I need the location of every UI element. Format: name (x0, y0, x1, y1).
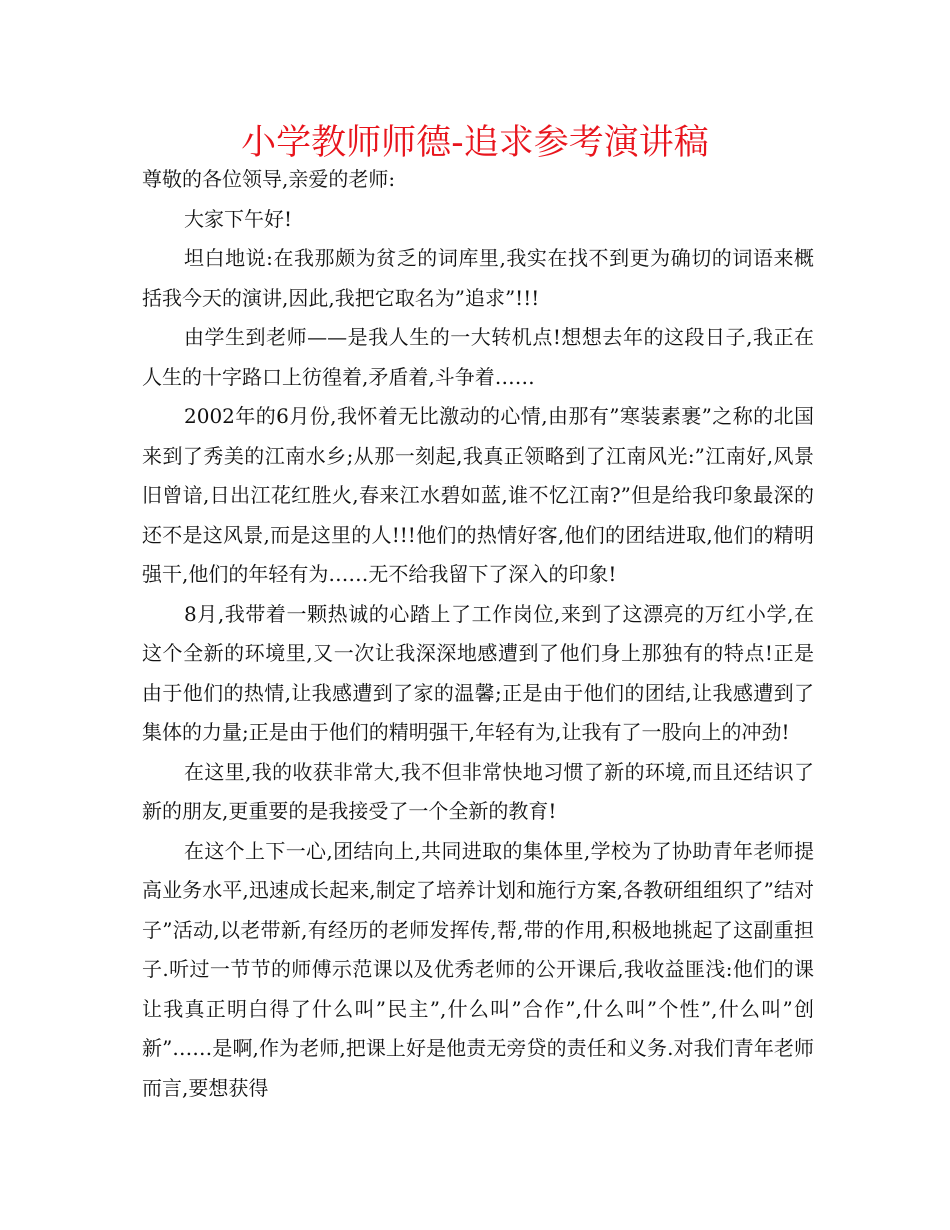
paragraph: 8月,我带着一颗热诚的心踏上了工作岗位,来到了这漂亮的万红小学,在这个全新的环境里,又一次让我深深地感遭到了他们身上那独有的特点!正是由于他们的热情,让我感遭到了家的温馨;正是由于他们的团结,让我感遭到了集体的力量;正是由于他们的精明强干,年轻有为,让我有了一股向上的冲劲! (142, 601, 814, 744)
paragraph: 2002年的6月份,我怀着无比激动的心情,由那有”寒装素裹”之称的北国来到了秀美的江南水乡;从那一刻起,我真正领略到了江南风光:”江南好,风景旧曾谙,日出江花红胜火,春来江水碧如蓝,谁不忆江南?”但是给我印象最深的还不是这风景,而是这里的人!!!他们的热情好客,他们的团结进取,他们的精明强干,他们的年轻有为……无不给我留下了深入的印象! (142, 404, 814, 586)
greeting-line: 尊敬的各位领导,亲爱的老师: (142, 167, 396, 191)
paragraph: 在这个上下一心,团结向上,共同进取的集体里,学校为了协助青年老师提高业务水平,迅速成长起来,制定了培养计划和施行方案,各教研组组织了”结对子”活动,以老带新,有经历的老师发挥传,帮,带的作用,积极地挑起了这副重担子.听过一节节的师傅示范课以及优秀老师的公开课后,我收益匪浅:他们的课让我真正明白得了什么叫”民主”,什么叫”合作”,什么叫”个性”,什么叫”创新”……是啊,作为老师,把课上好是他责无旁贷的责任和义务.对我们青年老师而言,要想获得 (142, 838, 814, 1100)
paragraph: 坦白地说:在我那颇为贫乏的词库里,我实在找不到更为确切的词语来概括我今天的演讲,因此,我把它取名为”追求”!!! (142, 246, 814, 310)
paragraph: 在这里,我的收获非常大,我不但非常快地习惯了新的环境,而且还结识了新的朋友,更重要的是我接受了一个全新的教育! (142, 759, 814, 823)
document-title: 小学教师师德-追求参考演讲稿 (241, 123, 709, 163)
paragraph: 由学生到老师——是我人生的一大转机点!想想去年的这段日子,我正在人生的十字路口上彷徨着,矛盾着,斗争着…… (142, 325, 814, 389)
document-body (142, 160, 814, 1108)
paragraph: 大家下午好! (184, 206, 293, 231)
